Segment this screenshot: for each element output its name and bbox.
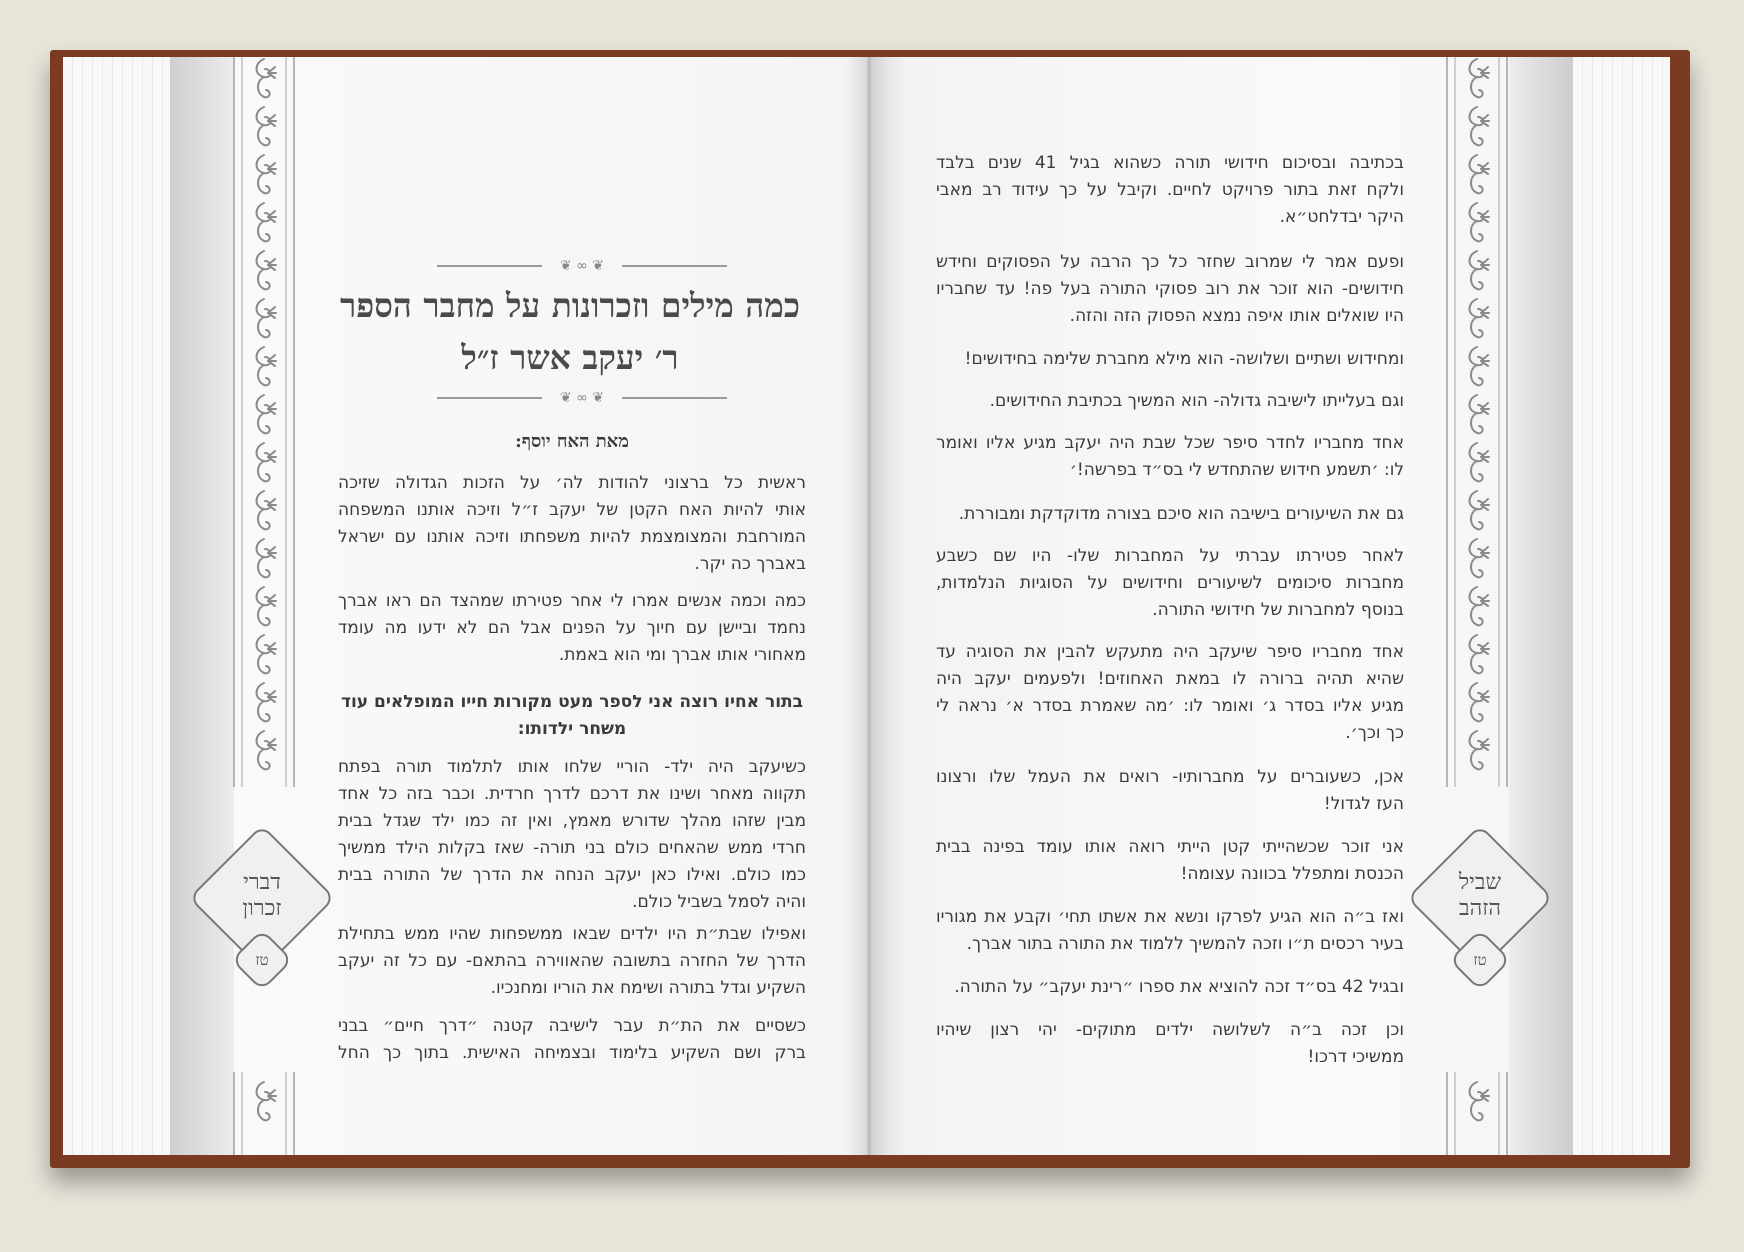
paragraph (338, 1013, 806, 1067)
border-rule (1446, 1072, 1448, 1155)
text-line: כמו כולם. ואילו כאן יעקב הנחה את הדרך של התורה בבית (338, 865, 806, 885)
text-line: בתור אחיו רוצה אני לספר מעט מקורות חייו המופלאים עוד (340, 692, 804, 712)
paragraph (936, 543, 1404, 624)
paragraph (936, 501, 1404, 528)
text-line: וגם בעלייתו לישיבה גדולה- הוא המשיך בכתיבת החידושים. (989, 391, 1404, 411)
border-rule (285, 1072, 287, 1155)
border-rule (241, 57, 243, 787)
border-rule (1454, 57, 1456, 787)
border-rule (1498, 57, 1500, 787)
border-rule (293, 57, 295, 787)
text-line: ופעם אמר לי שמרוב שחזר כל כך הרבה על הפסוקים וחידש (936, 252, 1404, 272)
text-line: באברך כה יקר. (694, 554, 806, 574)
border-rule (1446, 57, 1448, 787)
text-line: וכן זכה ב״ה לשלושה ילדים מתוקים- יהי רצון שיהיו (936, 1020, 1404, 1040)
text-line: אחד מחבריו סיפר שיעקב היה מתעקש להבין את הסוגיה עד (936, 642, 1404, 662)
text-line: ממשיכי דרכו! (1307, 1047, 1404, 1067)
page-number: טז (1473, 951, 1487, 969)
badge-line1: שביל (1458, 870, 1502, 895)
text-line: ברק ושם השקיע בלימוד ובצמיחה האישית. בתוך כך החל (338, 1043, 806, 1063)
scroll-ornament-icon (250, 633, 278, 677)
page-subtitle: ר׳ יעקב אשר ז״ל (461, 338, 679, 377)
border-rule (233, 1072, 235, 1155)
text-line: מאחורי אותו אברך ומי הוא באמת. (558, 645, 806, 665)
text-line: תקווה מאחר ושינו את דרכם לדרך חרדית. וכבר בזה כל אחד (338, 784, 806, 804)
scroll-ornament-icon (250, 537, 278, 581)
text-line: אחד מחבריו לחדר סיפר שכל שבת היה יעקב מגיע אליו ואומר (936, 433, 1404, 453)
page-number: טז (255, 951, 269, 969)
page-edges (63, 57, 170, 1155)
border-rule (233, 57, 235, 787)
scroll-ornament-icon (250, 729, 278, 773)
ornament-border (1445, 57, 1509, 1155)
text-line: שהיא תהיה ברורה לו במאת האחוזים! ולפעמים יעקב היה (936, 669, 1404, 689)
text-line: כך וכך׳. (1345, 723, 1404, 743)
scroll-ornament-icon (250, 105, 278, 149)
paragraph (936, 346, 1404, 373)
text-line: העז לגדול! (1323, 794, 1404, 814)
page-title: כמה מילים וזכרונות על מחבר הספר (340, 286, 800, 325)
scroll-ornament-icon (250, 585, 278, 629)
text-line: ראשית כל ברצוני להודות לה׳ על הזכות הגדולה שזיכה (338, 473, 806, 493)
border-rule (285, 57, 287, 787)
scroll-ornament-icon (1463, 249, 1491, 293)
flourish-icon: ❦ ∞ ❦ (559, 258, 605, 274)
page-shadow-strip (1509, 57, 1573, 1155)
text-line: גם את השיעורים בישיבה הוא סיכם בצורה מדוקדקת ומבוררת. (958, 504, 1404, 524)
paragraph (936, 639, 1404, 747)
border-rule (1454, 1072, 1456, 1155)
text-line: כמה וכמה אנשים אמרו לי אחר פטירתו שמהצד הם ראו אברך (338, 591, 806, 611)
scroll-ornament-icon (1463, 57, 1491, 101)
scroll-ornament-icon (1463, 393, 1491, 437)
scroll-ornament-icon (250, 201, 278, 245)
paragraph (936, 904, 1404, 958)
text-line: נחמד וביישן עם חיוך על הפנים אבל הם לא ידעו מה עומד (338, 618, 806, 638)
scroll-ornament-icon (1463, 345, 1491, 389)
paragraph (936, 150, 1404, 231)
scroll-ornament-icon (1463, 441, 1491, 485)
paragraph (338, 588, 806, 669)
text-line: אני זוכר שכשהייתי קטן הייתי רואה אותו עומד בפינה בבית (936, 837, 1404, 857)
badge-line2: הזהב (1458, 896, 1502, 921)
book-spine (845, 57, 891, 1155)
scroll-ornament-icon (1463, 585, 1491, 629)
scroll-ornament-icon (250, 1080, 278, 1124)
text-line: ומחידוש ושתיים ושלושה- הוא מילא מחברת שלימה בחידושים! (964, 349, 1404, 369)
text-line: לאחר פטירתו עברתי על המחברות שלו- היו שם כשבע (936, 546, 1404, 566)
paragraph (936, 430, 1404, 484)
scroll-ornament-icon (1463, 297, 1491, 341)
badge-line2: זכרון (242, 896, 282, 921)
paragraph (936, 388, 1404, 415)
paragraph (338, 470, 806, 578)
text-line: בנוסף למחברות של חידושי התורה. (1152, 600, 1404, 620)
text-line: היו שואלים אותו איפה נמצא הפסוק הזה והזה. (1069, 306, 1404, 326)
scroll-ornament-icon (250, 57, 278, 101)
text-line: והיה לסמל בשביל כולם. (632, 892, 806, 912)
title-divider-bottom (437, 390, 727, 406)
text-line: הדרך של החזרה בתשובה שהאווירה בהתאם- עם כל זה יעקב (338, 951, 806, 971)
text-line: השקיע וגדל בתורה ושימח את הוריו ומחנכיו. (490, 978, 806, 998)
paragraph (338, 921, 806, 1002)
border-rule (1506, 57, 1508, 787)
scroll-ornament-icon (250, 393, 278, 437)
byline: מאת האח יוסף: (515, 431, 629, 452)
paragraph (338, 754, 806, 916)
paragraph (936, 764, 1404, 818)
paragraph (338, 689, 806, 743)
text-line: מגיע אליו בסדר ג׳ ואומר לו: ׳מה שאמרת בסדר א׳ נראה לי (936, 696, 1404, 716)
text-line: ואפילו שבת״ת היו ילדים שבאו ממשפחות שהיו ממש בתחילת (338, 924, 806, 944)
scroll-ornament-icon (250, 297, 278, 341)
text-line: ובגיל 42 בס״ד זכה להוציא את ספרו ״רינת יעקב״ על התורה. (954, 977, 1404, 997)
flourish-icon: ❦ ∞ ❦ (559, 390, 605, 406)
paragraph (936, 974, 1404, 1001)
scroll-ornament-icon (1463, 633, 1491, 677)
border-rule (1506, 1072, 1508, 1155)
scroll-ornament-icon (1463, 201, 1491, 245)
scroll-ornament-icon (1463, 537, 1491, 581)
text-line: כשסיים את הת״ת עבר לישיבה קטנה ״דרך חיים״ בבני (338, 1016, 806, 1036)
text-line: משחר ילדותו: (517, 719, 627, 739)
scroll-ornament-icon (250, 441, 278, 485)
page-edges (1573, 57, 1670, 1155)
text-line: אכן, כשעוברים על מחברותיו- רואים את העמל שלו ורצונו (936, 767, 1404, 787)
ornament-border (232, 57, 296, 1155)
scroll-ornament-icon (1463, 729, 1491, 773)
text-line: היקר יבדלחט״א. (1279, 207, 1404, 227)
scroll-ornament-icon (250, 249, 278, 293)
scroll-ornament-icon (1463, 1080, 1491, 1124)
scroll-ornament-icon (250, 489, 278, 533)
text-line: מחברות סיכומים לשיעורים וחידושים על הסוגיות הנלמדות, (936, 573, 1404, 593)
text-line: אותי להיות האח הקטן של יעקב ז״ל וזיכה אותנו המשפחה (338, 500, 806, 520)
paragraph (936, 1017, 1404, 1071)
border-rule (1498, 1072, 1500, 1155)
border-rule (293, 1072, 295, 1155)
scroll-ornament-icon (1463, 681, 1491, 725)
scroll-ornament-icon (250, 681, 278, 725)
paragraph (936, 249, 1404, 330)
title-divider-top (437, 258, 727, 274)
scroll-ornament-icon (250, 345, 278, 389)
scroll-ornament-icon (1463, 489, 1491, 533)
badge-line1: דברי (243, 870, 281, 895)
text-line: הכנסת ומתפלל בכוונה עצומה! (1180, 864, 1404, 884)
text-line: מבין שזהו מהלך שדורש מאמץ, ואין זה כמו ילד שגדל בבית (338, 811, 806, 831)
scroll-ornament-icon (250, 153, 278, 197)
text-line: כשיעקב היה ילד- הוריי שלחו אותו לתלמוד תורה בפתח (338, 757, 806, 777)
page-shadow-strip (170, 57, 234, 1155)
text-line: בכתיבה ובסיכום חידושי תורה כשהוא בגיל 41 שנים בלבד (936, 153, 1404, 173)
text-line: בעיר רכסים ת״ו וזכה להמשיך ללמוד את התורה בתור אברך. (966, 934, 1404, 954)
text-line: חידושים- הוא זוכר את רוב פסוקי התורה בעל פה! עד שחבריו (936, 279, 1404, 299)
text-line: המורחבת והמצומצמת להיות משפחתו וזיכה אותנו עם ישראל (338, 527, 806, 547)
scroll-ornament-icon (1463, 105, 1491, 149)
text-line: ואז ב״ה הוא הגיע לפרקו ונשא את אשתו תחי׳ וקבע את מגוריו (936, 907, 1404, 927)
paragraph (936, 834, 1404, 888)
border-rule (241, 1072, 243, 1155)
text-line: ולקח זאת בתור פרויקט לחיים. וקיבל על כך עידוד רב מאבי (936, 180, 1404, 200)
scroll-ornament-icon (1463, 153, 1491, 197)
text-line: לו: ׳תשמע חידוש שהתחדש לי בס״ד בפרשה!׳ (1069, 460, 1404, 480)
text-line: חרדי ממש שהאחים כולם בני תורה- שאז בקלות הילד ממשיך (338, 838, 806, 858)
